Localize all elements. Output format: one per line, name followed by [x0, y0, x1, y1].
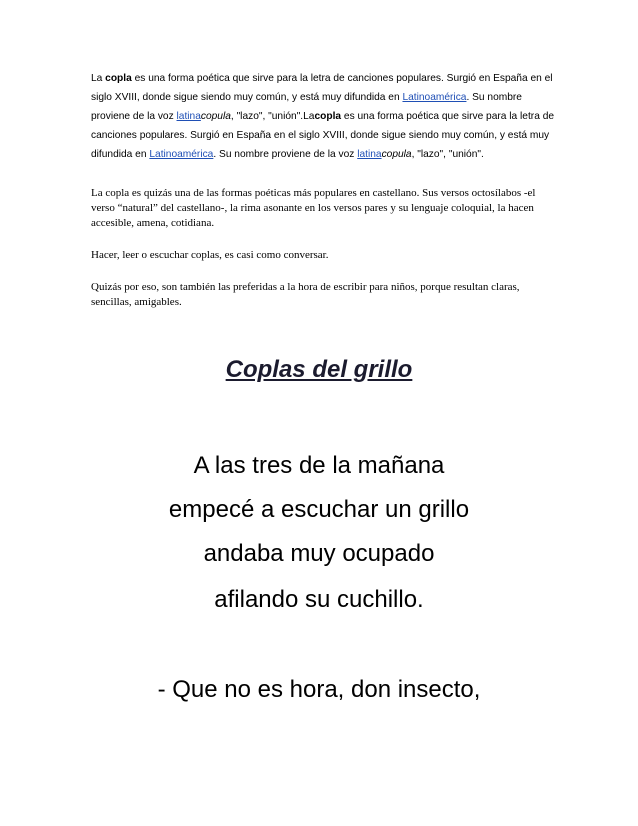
paragraph-copla-popular: La copla es quizás una de las formas poéticas más populares en castellano. Sus versos octosílabos -el verso “natural” del castellano-, la rima asonante en los versos pares y su lenguaje coloquial, la hacen accesible, amena, cotidiana.	[91, 187, 536, 229]
poem-title: Coplas del grillo	[225, 356, 413, 383]
intro-text: , "lazo", "unión".	[411, 149, 484, 160]
intro-text: es una forma poética que sirve para la letra de canciones populares. Surgió en España en el siglo XVIII, donde sigue siendo muy común, y está muy difundida en	[91, 73, 553, 103]
poem-line: empecé a escuchar un grillo	[168, 496, 470, 523]
poem-line: andaba muy ocupado	[203, 540, 435, 567]
intro-text: . Su nombre proviene de la voz	[91, 92, 522, 122]
copla-bold: copla	[314, 111, 342, 122]
intro-text: es una forma poética que sirve para la letra de canciones populares. Surgió en España en el siglo XVIII, donde sigue siendo muy común, y está muy difundida en	[91, 111, 555, 160]
paragraph-conversar: Hacer, leer o escuchar coplas, es casi como conversar.	[91, 249, 329, 261]
poem-line: afilando su cuchillo.	[214, 586, 424, 613]
intro-text: . Su nombre proviene de la voz	[213, 149, 358, 160]
paragraph-ninos: Quizás por eso, son también las preferidas a la hora de escribir para niños, porque resultan claras, sencillas, amigables.	[91, 281, 520, 308]
intro-text: La	[91, 73, 106, 84]
latina-link[interactable]: latina	[357, 149, 382, 160]
poem-line: - Que no es hora, don insecto,	[157, 676, 481, 703]
copla-bold: copla	[105, 73, 132, 84]
copula-italic: copula	[200, 111, 231, 122]
latinoamerica-link[interactable]: Latinoamérica	[149, 149, 214, 160]
intro-text: , "lazo", "unión".La	[230, 111, 315, 122]
intro-paragraph	[91, 69, 561, 164]
copula-italic: copula	[381, 149, 412, 160]
latina-link[interactable]: latina	[176, 111, 201, 122]
poem-line: A las tres de la mañana	[193, 452, 445, 479]
latinoamerica-link[interactable]: Latinoamérica	[402, 92, 467, 103]
